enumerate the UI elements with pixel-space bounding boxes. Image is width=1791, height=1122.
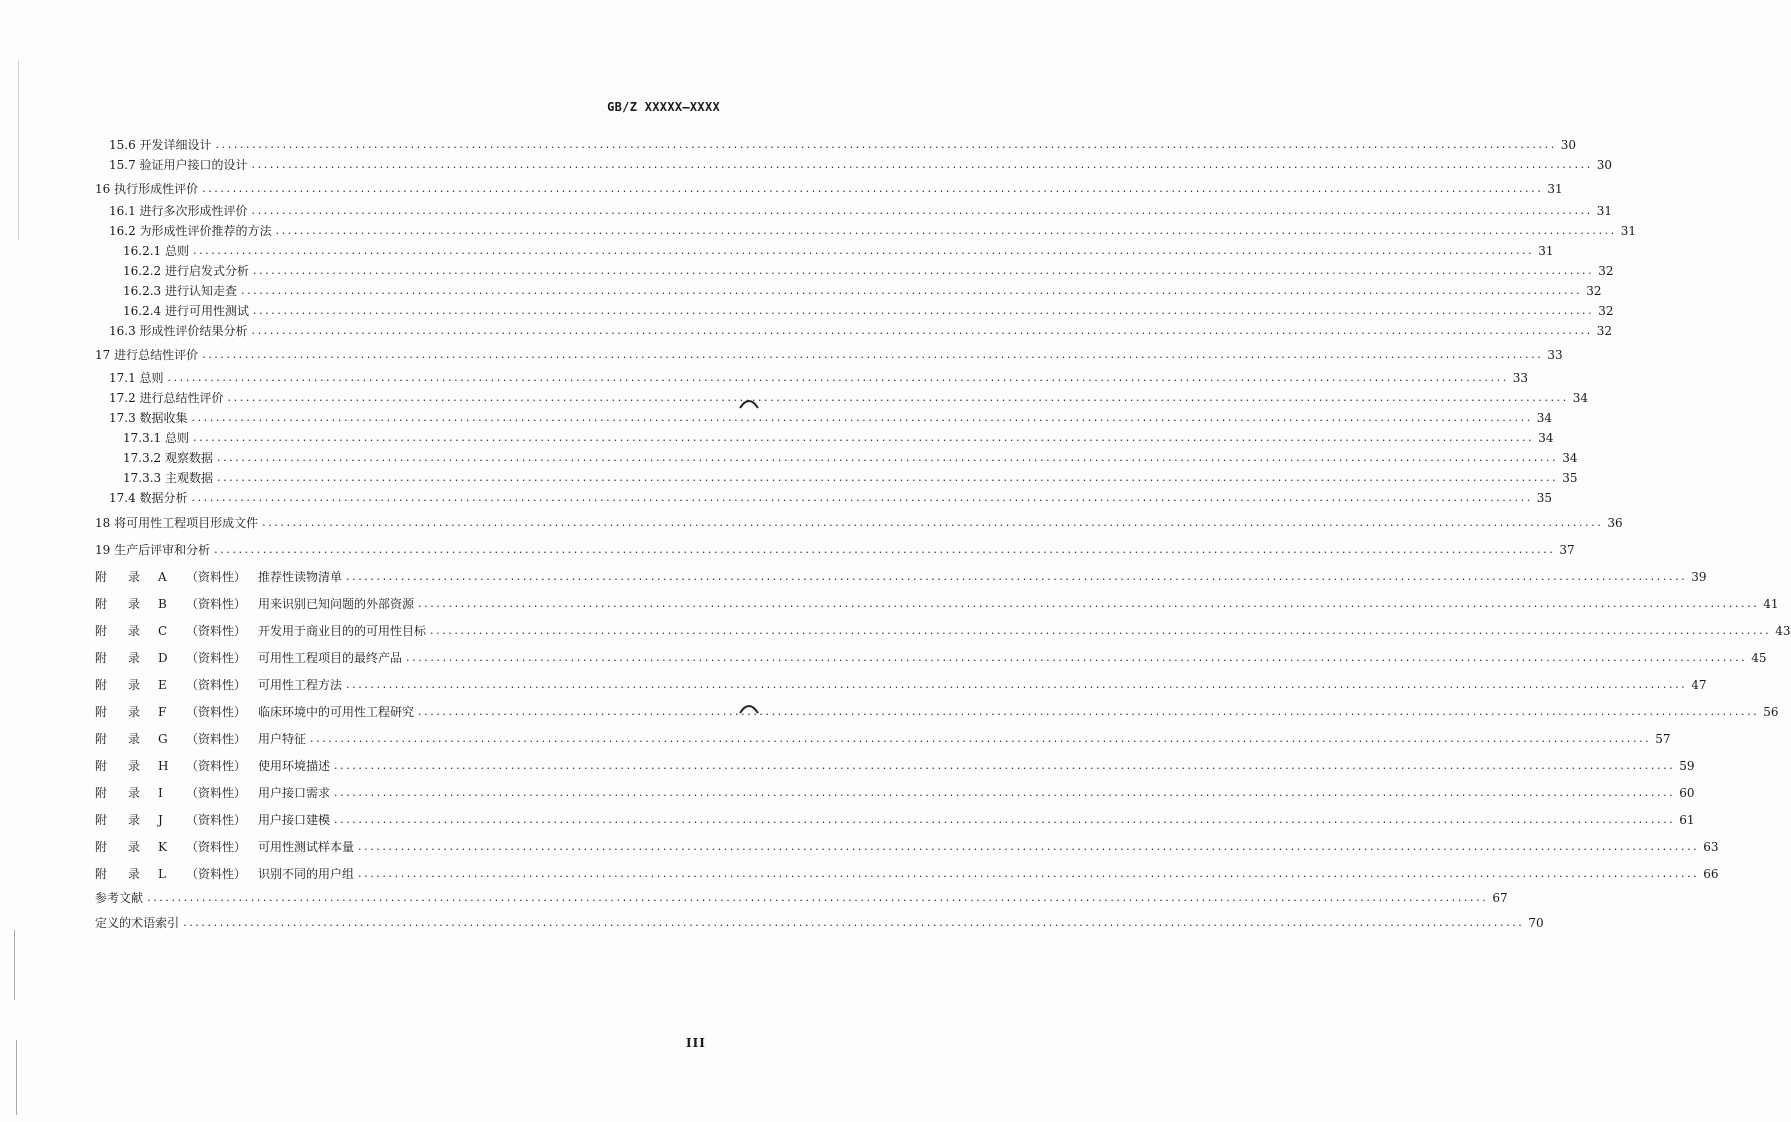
page-number: 39 — [1691, 570, 1707, 584]
leader-dots: ............................................................................................................................................................................................................................ — [262, 516, 1604, 529]
appendix-type: （资料性） — [186, 840, 247, 854]
appendix-word-fu: 附 — [95, 570, 108, 584]
appendix-label — [95, 758, 330, 774]
appendix-type: （资料性） — [186, 867, 247, 881]
toc-entry[interactable] — [123, 430, 1554, 446]
appendix-type: （资料性） — [186, 651, 247, 665]
appendix-word-fu: 附 — [95, 813, 108, 827]
leader-dots: ............................................................................................................................................................................................................................ — [216, 471, 1559, 484]
leader-dots: ............................................................................................................................................................................................................................ — [251, 158, 1593, 171]
page-number: 31 — [1620, 224, 1637, 238]
appendix-label — [95, 839, 354, 855]
page-number: 43 — [1775, 624, 1791, 638]
appendix-title: 可用性工程方法 — [258, 678, 343, 692]
page-number: 57 — [1655, 732, 1671, 746]
toc-entry-label: 17.3.2 观察数据 — [123, 451, 213, 465]
appendix-entry[interactable] — [95, 704, 1779, 720]
leader-dots: ............................................................................................................................................................................................................................ — [191, 411, 1533, 424]
toc-entry[interactable] — [109, 157, 1613, 173]
leader-dots: ............................................................................................................................................................................................................................ — [202, 348, 1544, 361]
toc-entry-label: 17.3.3 主观数据 — [123, 471, 213, 485]
appendix-word-lu: 录 — [128, 867, 141, 881]
toc-entry[interactable] — [95, 347, 1563, 363]
leader-dots: ............................................................................................................................................................................................................................ — [202, 182, 1544, 195]
appendix-word-fu: 附 — [95, 759, 108, 773]
toc-entry[interactable] — [109, 203, 1613, 219]
page-number: 67 — [1492, 891, 1508, 905]
label-char: 定 — [95, 916, 108, 930]
appendix-title: 使用环境描述 — [258, 759, 331, 773]
label-char: 引 — [167, 916, 180, 930]
page-number-footer: III — [686, 1036, 706, 1050]
appendix-word-fu: 附 — [95, 624, 108, 638]
appendix-type: （资料性） — [186, 705, 247, 719]
appendix-word-lu: 录 — [128, 705, 141, 719]
leader-dots: ............................................................................................................................................................................................................................ — [430, 624, 1772, 637]
appendix-letter: B — [158, 597, 167, 611]
toc-entry-label: 17.2 进行总结性评价 — [109, 391, 224, 405]
appendix-type: （资料性） — [186, 624, 247, 638]
appendix-entry[interactable] — [95, 839, 1719, 855]
scan-edge-mark — [18, 60, 19, 240]
toc-entry-label: 17.4 数据分析 — [109, 491, 188, 505]
page-number: 34 — [1538, 431, 1554, 445]
page-number: 32 — [1586, 284, 1602, 298]
page-number: 60 — [1679, 786, 1695, 800]
appendix-letter: F — [158, 705, 167, 719]
toc-entry-label: 16.3 形成性评价结果分析 — [109, 324, 248, 338]
toc-entry-label: 17 进行总结性评价 — [95, 348, 199, 362]
appendix-title: 识别不同的用户组 — [258, 867, 355, 881]
leader-dots: ............................................................................................................................................................................................................................ — [334, 786, 1676, 799]
toc-entry-label: 16.2.1 总则 — [123, 244, 189, 258]
page-number: 33 — [1512, 371, 1529, 385]
appendix-entry[interactable] — [95, 677, 1707, 693]
page-number: 34 — [1536, 411, 1553, 425]
appendix-word-fu: 附 — [95, 840, 108, 854]
appendix-word-lu: 录 — [128, 624, 141, 638]
toc-entry[interactable] — [109, 410, 1553, 426]
toc-entry[interactable] — [123, 303, 1614, 319]
term-index-entry-label — [95, 915, 179, 931]
toc-entry[interactable] — [123, 470, 1578, 486]
label-char: 参 — [95, 891, 108, 905]
leader-dots: ............................................................................................................................................................................................................................ — [334, 759, 1676, 772]
label-char: 考 — [107, 891, 120, 905]
toc-entry-label: 15.7 验证用户接口的设计 — [109, 158, 248, 172]
appendix-word-lu: 录 — [128, 678, 141, 692]
appendix-letter: A — [158, 570, 167, 584]
appendix-entry[interactable] — [95, 623, 1791, 639]
page-number: 47 — [1691, 678, 1707, 692]
appendix-label — [95, 866, 354, 882]
toc-entry[interactable] — [123, 263, 1614, 279]
leader-dots: ............................................................................................................................................................................................................................ — [358, 840, 1700, 853]
label-char: 义 — [107, 916, 120, 930]
appendix-label — [95, 623, 426, 639]
appendix-label — [95, 650, 402, 666]
toc-entry[interactable] — [123, 450, 1578, 466]
appendix-type: （资料性） — [186, 813, 247, 827]
label-char: 文 — [119, 891, 132, 905]
appendix-type: （资料性） — [186, 597, 247, 611]
appendix-type: （资料性） — [186, 732, 247, 746]
appendix-letter: I — [158, 786, 163, 800]
appendix-label — [95, 569, 342, 585]
appendix-type: （资料性） — [186, 759, 247, 773]
page-number: 56 — [1763, 705, 1779, 719]
page-number: 63 — [1703, 840, 1719, 854]
leader-dots: ............................................................................................................................................................................................................................ — [418, 705, 1760, 718]
appendix-word-lu: 录 — [128, 786, 141, 800]
toc-entry[interactable] — [95, 542, 1575, 558]
toc-entry[interactable] — [109, 223, 1637, 239]
leader-dots: ............................................................................................................................................................................................................................ — [358, 867, 1700, 880]
page-number: 41 — [1763, 597, 1779, 611]
appendix-title: 开发用于商业目的的可用性目标 — [258, 624, 427, 638]
leader-dots: ............................................................................................................................................................................................................................ — [214, 543, 1556, 556]
page-number: 30 — [1560, 138, 1577, 152]
leader-dots: ............................................................................................................................................................................................................................ — [252, 304, 1595, 317]
appendix-title: 用户特征 — [258, 732, 307, 746]
leader-dots: ............................................................................................................................................................................................................................ — [252, 264, 1595, 277]
appendix-letter: K — [158, 840, 167, 854]
appendix-title: 用户接口建模 — [258, 813, 331, 827]
page-number: 34 — [1572, 391, 1589, 405]
toc-entry[interactable] — [95, 181, 1563, 197]
page-number: 31 — [1538, 244, 1554, 258]
leader-dots: ............................................................................................................................................................................................................................ — [216, 451, 1559, 464]
appendix-type: （资料性） — [186, 570, 247, 584]
toc-entry-label: 15.6 开发详细设计 — [109, 138, 212, 152]
appendix-title: 用户接口需求 — [258, 786, 331, 800]
appendix-entry[interactable] — [95, 596, 1779, 612]
appendix-entry[interactable] — [95, 758, 1695, 774]
toc-entry[interactable] — [109, 490, 1553, 506]
toc-entry-label: 16.2 为形成性评价推荐的方法 — [109, 224, 272, 238]
page-number: 32 — [1596, 324, 1613, 338]
appendix-title: 临床环境中的可用性工程研究 — [258, 705, 415, 719]
leader-dots: ............................................................................................................................................................................................................................ — [251, 324, 1593, 337]
leader-dots: ............................................................................................................................................................................................................................ — [183, 916, 1525, 929]
page-number: 32 — [1598, 264, 1614, 278]
scan-edge-mark — [16, 1040, 17, 1115]
toc-entry[interactable] — [123, 283, 1602, 299]
toc-entry[interactable] — [109, 137, 1577, 153]
appendix-word-lu: 录 — [128, 813, 141, 827]
references-entry[interactable] — [95, 890, 1508, 906]
appendix-word-lu: 录 — [128, 759, 141, 773]
toc-entry[interactable] — [123, 243, 1554, 259]
appendix-label — [95, 731, 306, 747]
toc-entry-label: 16.2.2 进行启发式分析 — [123, 264, 249, 278]
leader-dots: ............................................................................................................................................................................................................................ — [275, 224, 1617, 237]
leader-dots: ............................................................................................................................................................................................................................ — [346, 570, 1688, 583]
references-entry-label — [95, 890, 143, 906]
toc-entry-label: 17.3 数据收集 — [109, 411, 188, 425]
appendix-word-fu: 附 — [95, 705, 108, 719]
leader-dots: ............................................................................................................................................................................................................................ — [147, 891, 1489, 904]
scan-edge-mark — [14, 930, 15, 1000]
appendix-title: 推荐性读物清单 — [258, 570, 343, 584]
appendix-entry[interactable] — [95, 866, 1719, 882]
leader-dots: ............................................................................................................................................................................................................................ — [167, 371, 1509, 384]
appendix-label — [95, 812, 330, 828]
appendix-letter: H — [158, 759, 169, 773]
page-number: 61 — [1679, 813, 1695, 827]
appendix-title: 用来识别已知问题的外部资源 — [258, 597, 415, 611]
appendix-letter: J — [158, 813, 163, 827]
leader-dots: ............................................................................................................................................................................................................................ — [418, 597, 1760, 610]
leader-dots: ............................................................................................................................................................................................................................ — [192, 431, 1535, 444]
appendix-letter: C — [158, 624, 168, 638]
label-char: 的 — [119, 916, 132, 930]
appendix-word-lu: 录 — [128, 597, 141, 611]
appendix-entry[interactable] — [95, 569, 1707, 585]
page-number: 36 — [1607, 516, 1623, 530]
toc-entry-label: 16 执行形成性评价 — [95, 182, 199, 196]
appendix-title: 可用性测试样本量 — [258, 840, 355, 854]
leader-dots: ............................................................................................................................................................................................................................ — [346, 678, 1688, 691]
appendix-word-fu: 附 — [95, 867, 108, 881]
page-number: 34 — [1562, 451, 1578, 465]
page-number: 70 — [1528, 916, 1544, 930]
toc-entry-label: 17.3.1 总则 — [123, 431, 189, 445]
label-char: 术 — [131, 916, 144, 930]
toc-entry[interactable] — [95, 515, 1623, 531]
page-number: 35 — [1536, 491, 1553, 505]
page-number: 31 — [1547, 182, 1563, 196]
label-char: 索 — [155, 916, 168, 930]
appendix-letter: L — [158, 867, 166, 881]
appendix-label — [95, 596, 414, 612]
appendix-word-fu: 附 — [95, 786, 108, 800]
appendix-entry[interactable] — [95, 731, 1671, 747]
leader-dots: ............................................................................................................................................................................................................................ — [192, 244, 1535, 257]
toc-entry-label: 16.2.3 进行认知走查 — [123, 284, 237, 298]
appendix-type: （资料性） — [186, 786, 247, 800]
appendix-word-fu: 附 — [95, 678, 108, 692]
toc-entry-label: 16.1 进行多次形成性评价 — [109, 204, 248, 218]
leader-dots: ............................................................................................................................................................................................................................ — [310, 732, 1652, 745]
appendix-letter: G — [158, 732, 168, 746]
toc-entry-label: 16.2.4 进行可用性测试 — [123, 304, 249, 318]
appendix-word-fu: 附 — [95, 732, 108, 746]
appendix-label — [95, 677, 342, 693]
page-number: 66 — [1703, 867, 1719, 881]
leader-dots: ............................................................................................................................................................................................................................ — [240, 284, 1583, 297]
page-number: 59 — [1679, 759, 1695, 773]
leader-dots: ............................................................................................................................................................................................................................ — [227, 391, 1569, 404]
appendix-entry[interactable] — [95, 785, 1695, 801]
page-number: 37 — [1559, 543, 1575, 557]
leader-dots: ............................................................................................................................................................................................................................ — [251, 204, 1593, 217]
leader-dots: ............................................................................................................................................................................................................................ — [191, 491, 1533, 504]
toc-entry-label: 18 将可用性工程项目形成文件 — [95, 516, 259, 530]
toc-entry-label: 19 生产后评审和分析 — [95, 543, 211, 557]
toc-entry[interactable] — [109, 323, 1613, 339]
appendix-word-fu: 附 — [95, 651, 108, 665]
term-index-entry[interactable] — [95, 915, 1544, 931]
appendix-word-lu: 录 — [128, 840, 141, 854]
page-number: 31 — [1596, 204, 1613, 218]
label-char: 语 — [143, 916, 156, 930]
appendix-word-lu: 录 — [128, 651, 141, 665]
leader-dots: ............................................................................................................................................................................................................................ — [215, 138, 1557, 151]
appendix-title: 可用性工程项目的最终产品 — [258, 651, 403, 665]
appendix-word-lu: 录 — [128, 732, 141, 746]
appendix-entry[interactable] — [95, 650, 1767, 666]
appendix-type: （资料性） — [186, 678, 247, 692]
toc-entry[interactable] — [109, 370, 1529, 386]
appendix-letter: E — [158, 678, 167, 692]
leader-dots: ............................................................................................................................................................................................................................ — [406, 651, 1748, 664]
page-number: 45 — [1751, 651, 1767, 665]
page-number: 35 — [1562, 471, 1578, 485]
leader-dots: ............................................................................................................................................................................................................................ — [334, 813, 1676, 826]
appendix-entry[interactable] — [95, 812, 1695, 828]
appendix-letter: D — [158, 651, 168, 665]
appendix-label — [95, 704, 414, 720]
toc-entry-label: 17.1 总则 — [109, 371, 164, 385]
page-number: 33 — [1547, 348, 1563, 362]
toc-entry[interactable] — [109, 390, 1589, 406]
label-char: 献 — [131, 891, 144, 905]
standard-number-header: GB/Z XXXXX—XXXX — [607, 100, 720, 114]
page-number: 30 — [1596, 158, 1613, 172]
appendix-word-fu: 附 — [95, 597, 108, 611]
appendix-word-lu: 录 — [128, 570, 141, 584]
page-number: 32 — [1598, 304, 1614, 318]
appendix-label — [95, 785, 330, 801]
